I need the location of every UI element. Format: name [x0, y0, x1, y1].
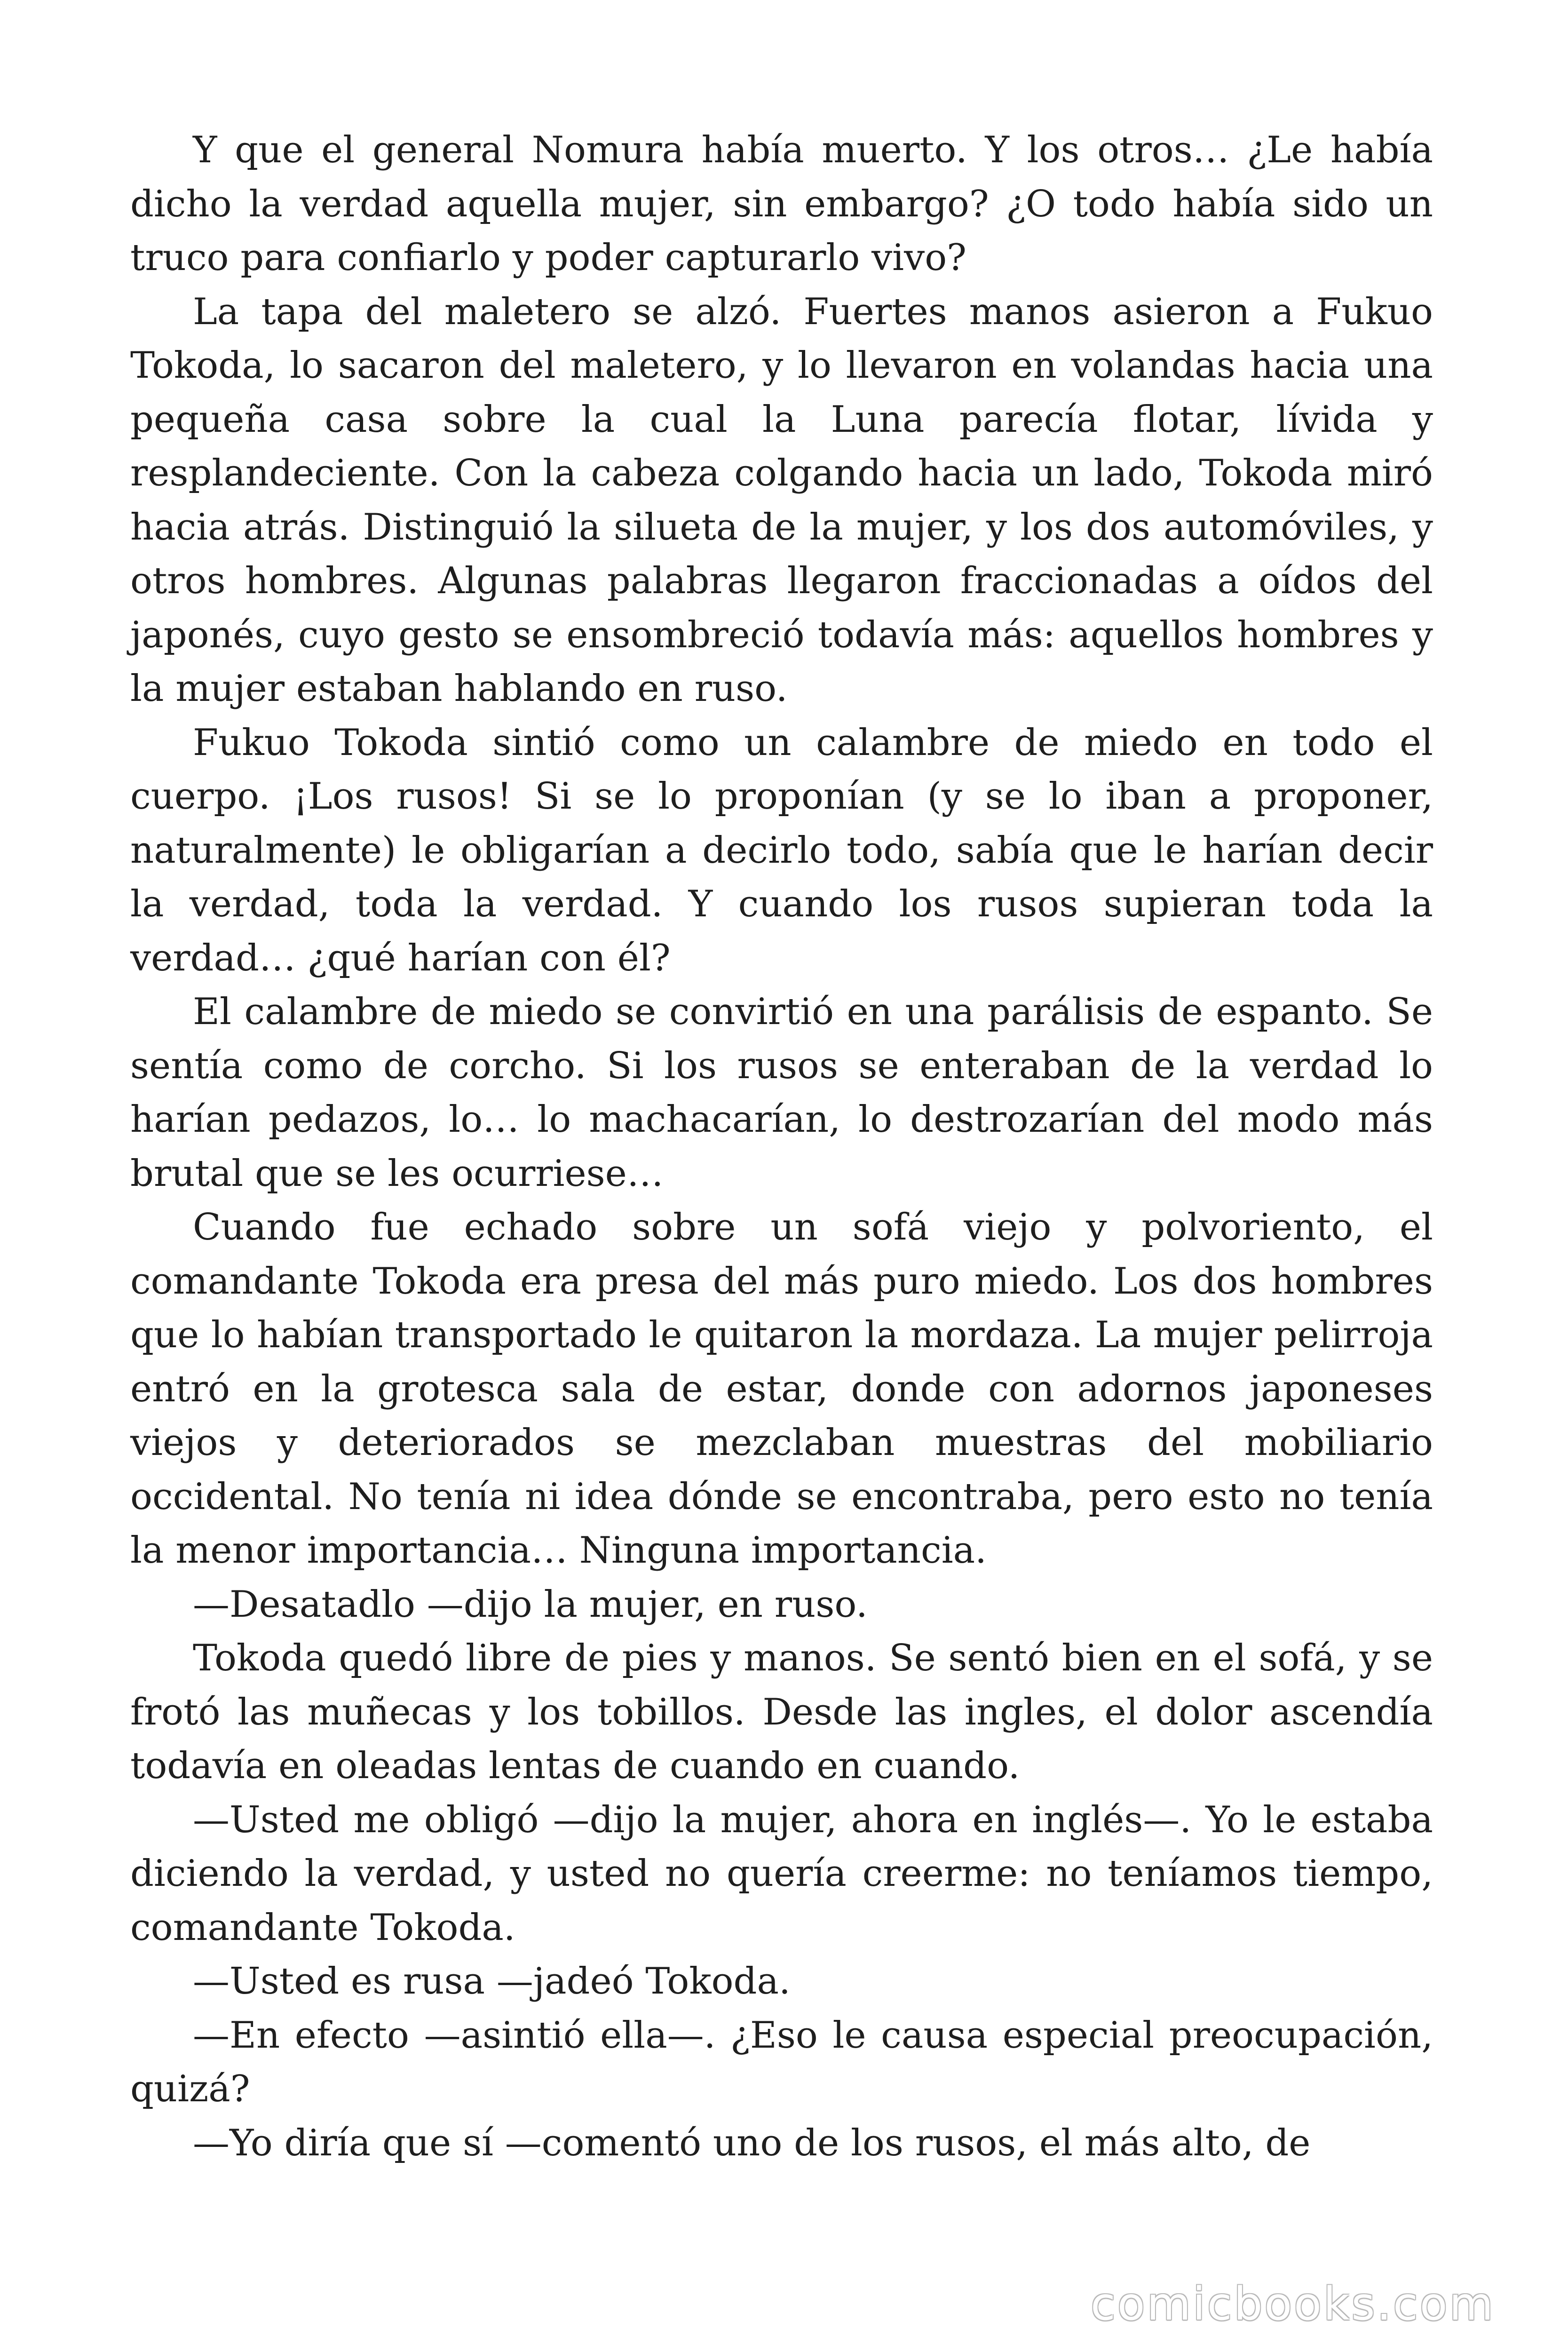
- paragraph: —Yo diría que sí —comentó uno de los rusos, el más alto, de: [193, 2122, 1311, 2164]
- paragraph: Y que el general Nomura había muerto. Y los otros… ¿Le había dicho la verdad aquella mujer, sin embargo? ¿O todo había sido un truco para confiarlo y poder capturarlo vivo?: [130, 129, 1433, 279]
- paragraph: —En efecto —asintió ella—. ¿Eso le causa especial preocupación, quizá?: [130, 2014, 1433, 2110]
- paragraph: Tokoda quedó libre de pies y manos. Se sentó bien en el sofá, y se frotó las muñecas y los tobillos. Desde las ingles, el dolor ascendía todavía en oleadas lentas de cuando en cuando.: [130, 1637, 1433, 1787]
- book-page-text: [130, 123, 1433, 2170]
- watermark: comicbooks.com: [1090, 2278, 1495, 2330]
- paragraph: —Usted me obligó —dijo la mujer, ahora en inglés—. Yo le estaba diciendo la verdad, y usted no quería creerme: no teníamos tiempo, comandante Tokoda.: [130, 1798, 1433, 1949]
- paragraph: Fukuo Tokoda sintió como un calambre de miedo en todo el cuerpo. ¡Los rusos! Si se lo proponían (y se lo iban a proponer, naturalmente) le obligarían a decirlo todo, sabía que le harían decir la verdad, toda la verdad. Y cuando los rusos supieran toda la verdad… ¿qué harían con él?: [130, 721, 1433, 979]
- paragraph: El calambre de miedo se convirtió en una parálisis de espanto. Se sentía como de corcho. Si los rusos se enteraban de la verdad lo harían pedazos, lo… lo machacarían, lo destrozarían del modo más brutal que se les ocurriese…: [130, 991, 1433, 1195]
- paragraph: —Desatadlo —dijo la mujer, en ruso.: [193, 1583, 868, 1626]
- paragraph: La tapa del maletero se alzó. Fuertes manos asieron a Fukuo Tokoda, lo sacaron del maletero, y lo llevaron en volandas hacia una pequeña casa sobre la cual la Luna parecía flotar, lívida y resplandeciente. Con la cabeza colgando hacia un lado, Tokoda miró hacia atrás. Distinguió la silueta de la mujer, y los dos automóviles, y otros hombres. Algunas palabras llegaron fraccionadas a oídos del japonés, cuyo gesto se ensombreció todavía más: aquellos hombres y la mujer estaban hablando en ruso.: [130, 290, 1433, 710]
- paragraph: Cuando fue echado sobre un sofá viejo y polvoriento, el comandante Tokoda era presa del más puro miedo. Los dos hombres que lo habían transportado le quitaron la mordaza. La mujer pelirroja entró en la grotesca sala de estar, donde con adornos japoneses viejos y deteriorados se mezclaban muestras del mobiliario occidental. No tenía ni idea dónde se encontraba, pero esto no tenía la menor importancia… Ninguna importancia.: [130, 1206, 1433, 1572]
- paragraph: —Usted es rusa —jadeó Tokoda.: [193, 1960, 791, 2002]
